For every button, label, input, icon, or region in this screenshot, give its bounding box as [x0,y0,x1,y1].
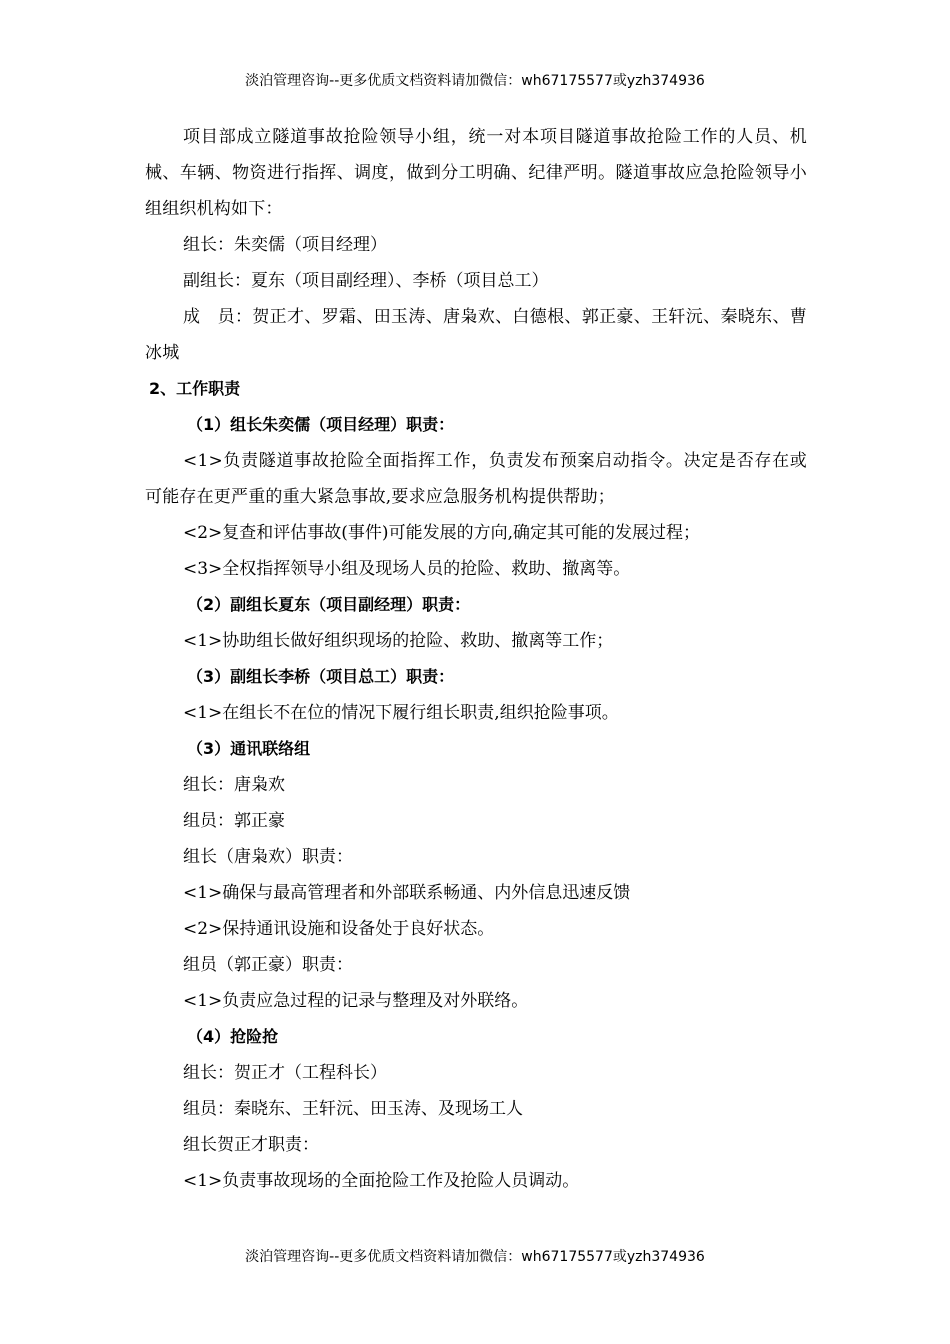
duty-item: <1>确保与最高管理者和外部联系畅通、内外信息迅速反馈 [183,883,631,903]
intro-paragraph: 项目部成立隧道事故抢险领导小组，统一对本项目隧道事故抢险工作的人员、机械、车辆、物资进行指挥、调度，做到分工明确、纪律严明。隧道事故应急抢险领导小组组织机构如下： [145,127,807,219]
duty-item: <1>负责应急过程的记录与整理及对外联络。 [183,991,529,1011]
group-line: 组长贺正才职责： [183,1135,319,1155]
document-body [145,119,807,1199]
subsection-heading: （4）抢险抢 [187,1027,279,1046]
subsection-heading: （2）副组长夏东（项目副经理）职责： [187,595,471,614]
leader-line: 组长：朱奕儒（项目经理） [183,235,387,255]
duty-item: <1>在组长不在位的情况下履行组长职责,组织抢险事项。 [183,703,619,723]
duty-item: <1>负责隧道事故抢险全面指挥工作，负责发布预案启动指令。决定是否存在或可能存在更严重的重大紧急事故,要求应急服务机构提供帮助； [145,451,807,507]
page-header: 淡泊管理咨询--更多优质文档资料请加微信：wh67175577或yzh374936 [245,73,705,89]
section-heading: 2、工作职责 [149,379,241,398]
duty-item: <1>协助组长做好组织现场的抢险、救助、撤离等工作； [183,631,614,651]
group-line: 组长：唐枭欢 [183,775,285,795]
page-footer: 淡泊管理咨询--更多优质文档资料请加微信：wh67175577或yzh374936 [245,1249,705,1265]
group-line: 组长：贺正才（工程科长） [183,1063,387,1083]
duty-item: <3>全权指挥领导小组及现场人员的抢险、救助、撤离等。 [183,559,631,579]
duty-item: <2>保持通讯设施和设备处于良好状态。 [183,919,495,939]
group-line: 组员：秦晓东、王轩沅、田玉涛、及现场工人 [183,1099,523,1119]
members-line: 成 员：贺正才、罗霜、田玉涛、唐枭欢、白德根、郭正豪、王轩沅、秦晓东、曹冰城 [145,307,807,363]
duty-item: <1>负责事故现场的全面抢险工作及抢险人员调动。 [183,1171,580,1191]
duty-item: <2>复查和评估事故(事件)可能发展的方向,确定其可能的发展过程； [183,523,700,543]
group-line: 组员（郭正豪）职责： [183,955,353,975]
group-line: 组员：郭正豪 [183,811,285,831]
deputy-leader-line: 副组长：夏东（项目副经理）、李桥（项目总工） [183,271,549,291]
subsection-heading: （1）组长朱奕儒（项目经理）职责： [187,415,455,434]
subsection-heading: （3）通讯联络组 [187,739,311,758]
subsection-heading: （3）副组长李桥（项目总工）职责： [187,667,455,686]
group-line: 组长（唐枭欢）职责： [183,847,353,867]
